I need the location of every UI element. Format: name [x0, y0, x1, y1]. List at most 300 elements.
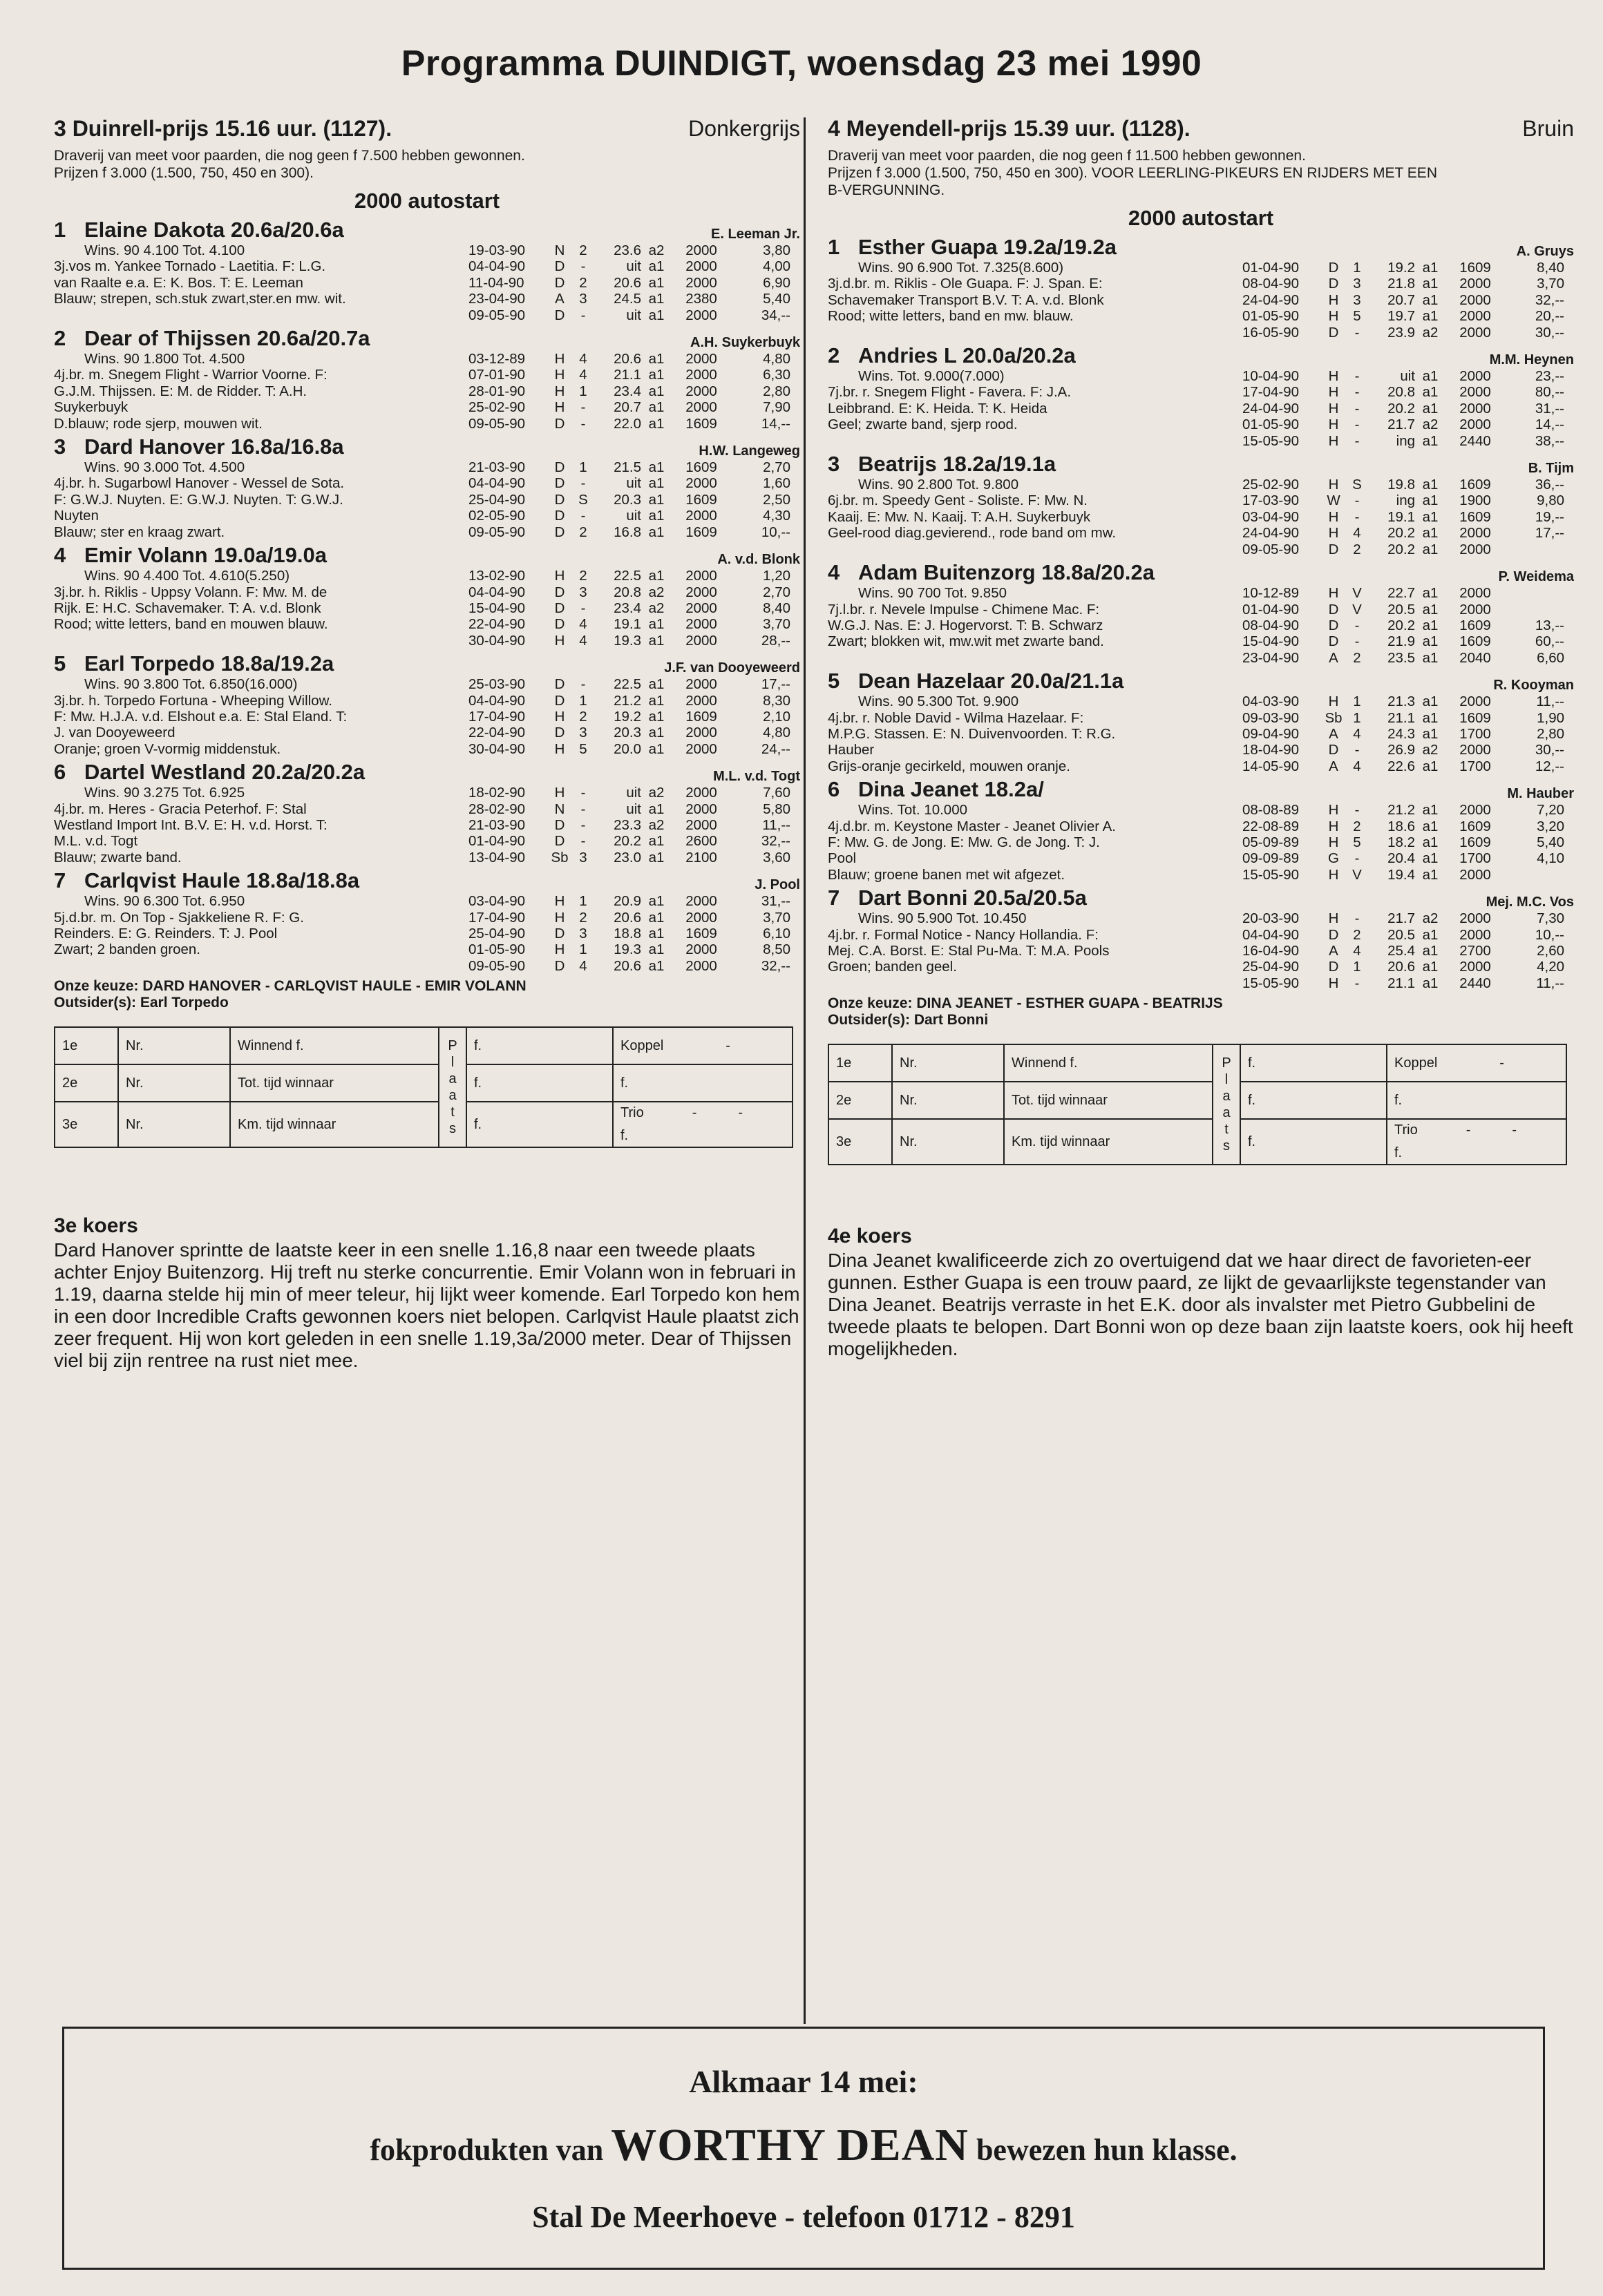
result-cell: 20.7 [1387, 291, 1415, 308]
horse-line: Grijs-oranje gecirkeld, mouwen oranje. [828, 758, 1070, 774]
label-cell: Tot. tijd winnaar [1004, 1082, 1213, 1119]
result-cell: 15-05-90 [1242, 866, 1300, 883]
trio-dash: - [692, 1105, 697, 1121]
result-cell: D [554, 491, 565, 508]
result-cell: 3 [1353, 276, 1361, 292]
result-cell: a1 [1422, 866, 1439, 883]
label-cell: Tot. tijd winnaar [230, 1064, 439, 1102]
horse-line: Reinders. E: G. Reinders. T: J. Pool [54, 926, 278, 941]
horse-header [54, 326, 800, 351]
result-cell: 2 [579, 708, 587, 725]
result-cell: D [554, 816, 565, 833]
result-cell: a1 [648, 909, 665, 926]
result-cell: 20.3 [614, 491, 641, 508]
horse-name [828, 343, 1076, 368]
race-comment [828, 1225, 1574, 1360]
result-cell: uit [626, 475, 641, 492]
result-cell: - [580, 785, 586, 801]
horse-results [468, 242, 800, 323]
result-cell: 2,80 [1537, 725, 1564, 742]
horse-entry [828, 777, 1574, 883]
result-cell: 4 [1353, 725, 1361, 742]
result-cell: 1609 [1459, 834, 1491, 850]
result-cell: Sb [551, 849, 569, 865]
result-cell: 19.8 [1387, 477, 1415, 493]
plaats-cell [1213, 1044, 1240, 1165]
horse-name-text: Dear of Thijssen 20.6a/20.7a [84, 326, 370, 351]
result-cell: 2000 [1459, 802, 1491, 819]
horse-trainer: P. Weidema [1498, 569, 1574, 585]
result-cell: H [1328, 834, 1339, 850]
result-cell: 20.9 [614, 893, 641, 910]
result-cell: 09-05-90 [468, 415, 526, 432]
horse-number: 3 [828, 452, 840, 477]
result-row [1242, 633, 1574, 649]
result-cell: 2440 [1459, 432, 1491, 449]
result-cell: H [1328, 308, 1339, 325]
result-cell: - [1354, 432, 1360, 449]
result-cell: 4,10 [1537, 850, 1564, 867]
result-cell: 1 [579, 941, 587, 958]
result-cell: D [1328, 959, 1339, 975]
result-cell: uit [1400, 368, 1415, 385]
horse-line: Pool [828, 850, 857, 867]
result-cell: 2000 [1459, 541, 1491, 557]
horse-line: 4j.d.br. m. Keystone Master - Jeanet Olivier A. [828, 818, 1117, 834]
result-cell: a1 [648, 274, 665, 291]
result-row [1242, 802, 1574, 818]
result-cell: 2000 [685, 351, 717, 367]
result-cell: 09-05-90 [468, 307, 526, 323]
result-cell: - [580, 475, 586, 492]
result-cell: 09-05-90 [468, 524, 526, 540]
result-cell: - [1354, 368, 1360, 385]
result-cell: 4 [579, 957, 587, 974]
result-cell: 21.3 [1387, 693, 1415, 710]
result-row [468, 941, 800, 957]
result-cell: 2000 [1459, 324, 1491, 341]
horse-line: Westland Import Int. B.V. E: H. v.d. Horst. T: [54, 816, 328, 833]
result-cell: 6,10 [763, 926, 790, 941]
trio-dash: - [738, 1105, 743, 1121]
horse-body [54, 351, 800, 432]
result-cell: 1609 [1459, 260, 1491, 276]
nr-cell: Nr. [118, 1027, 230, 1064]
horse-entry [54, 543, 800, 649]
our-pick: Onze keuze: DINA JEANET - ESTHER GUAPA - BEATRIJS [828, 995, 1223, 1012]
plaats-cell [439, 1027, 466, 1147]
comment-text: Dina Jeanet kwalificeerde zich zo overtuigend dat we haar direct de favorieten-eer gunnen. Esther Guapa is een trouw paard, ze lijkt de gevaarlijkste tegenstander van Dina Jeanet. Beatrijs verraste in het E.K. door als invalster met Pietro Gubbelini de tweede plaats te belopen. Dart Bonni won op deze baan zijn laatste koers, ook hij heeft mogelijkheden. [828, 1250, 1573, 1360]
nr-cell: Nr. [118, 1102, 230, 1147]
result-cell: 1 [1353, 959, 1361, 975]
result-cell: 16-04-90 [1242, 943, 1300, 959]
label-cell: Winnend f. [230, 1027, 439, 1064]
result-cell: 8,40 [763, 600, 790, 616]
result-row [468, 351, 800, 367]
result-row [468, 676, 800, 692]
result-cell: 5,40 [763, 291, 790, 307]
horse-description [54, 676, 468, 757]
horse-name [828, 669, 1123, 693]
result-cell: 17,-- [1535, 525, 1564, 542]
result-cell: 17-03-90 [1242, 492, 1300, 509]
result-row [468, 833, 800, 849]
horse-header [828, 886, 1574, 910]
result-cell: 1609 [685, 524, 717, 540]
horse-line: Kaaij. E: Mw. N. Kaaij. T: A.H. Suykerbuyk [828, 508, 1091, 525]
result-cell: 1700 [1459, 758, 1491, 774]
horse-line: Geel; zwarte band, sjerp rood. [828, 417, 1018, 433]
result-cell: 23-04-90 [1242, 649, 1300, 666]
race-color: Bruin [1522, 116, 1574, 141]
result-row [468, 910, 800, 926]
result-cell: 2000 [685, 475, 717, 492]
result-cell: V [1352, 585, 1362, 602]
comment-title: 3e koers [54, 1214, 138, 1238]
result-cell: 1 [579, 383, 587, 399]
result-cell: 2000 [685, 383, 717, 399]
result-cell: 24.5 [614, 291, 641, 307]
condition-line: Prijzen f 3.000 (1.500, 750, 450 en 300). VOOR LEERLING-PIKEURS EN RIJDERS MET EEN [828, 165, 1437, 181]
result-cell: 2440 [1459, 975, 1491, 991]
result-cell: A [1329, 725, 1338, 742]
result-cell: 04-04-90 [1242, 926, 1300, 943]
result-cell: - [580, 508, 586, 524]
horse-line: 3j.br. h. Torpedo Fortuna - Wheeping Willow. [54, 692, 332, 709]
result-cell: 2000 [685, 242, 717, 258]
horse-results [1242, 585, 1574, 666]
result-cell: 19.2 [1387, 260, 1415, 276]
result-cell: 22-04-90 [468, 616, 526, 633]
trio-label-text: Trio [620, 1105, 644, 1121]
result-cell: a1 [648, 725, 665, 741]
result-cell: - [580, 415, 586, 432]
result-cell: a1 [648, 508, 665, 524]
horse-line: Wins. 90 5.900 Tot. 10.450 [858, 910, 1027, 927]
result-cell: 20.2 [614, 833, 641, 850]
result-cell: 5 [1353, 308, 1361, 325]
result-row [468, 568, 800, 584]
result-cell: 11,-- [1536, 693, 1564, 710]
result-cell: 24-04-90 [1242, 400, 1300, 417]
horse-header [54, 651, 800, 676]
result-cell: D [554, 616, 565, 633]
amount-cell: f. [466, 1027, 613, 1064]
result-cell: 11,-- [762, 816, 790, 833]
result-cell: 2040 [1459, 649, 1491, 666]
horse-results [1242, 477, 1574, 557]
result-cell: D [1328, 260, 1339, 276]
horse-body [828, 585, 1574, 666]
result-cell: 05-09-89 [1242, 834, 1300, 850]
result-cell: D [554, 957, 565, 974]
result-cell: N [554, 242, 565, 258]
horse-number: 2 [828, 343, 840, 368]
plaats-letter: l [450, 1055, 455, 1071]
result-cell: 19.1 [614, 616, 641, 633]
race-conditions [54, 147, 800, 182]
result-cell: a1 [648, 616, 665, 633]
horse-trainer: Mej. M.C. Vos [1486, 895, 1574, 910]
koppel-dash: - [725, 1037, 730, 1053]
horse-entry [54, 218, 800, 323]
result-cell: 08-04-90 [1242, 276, 1300, 292]
result-cell: - [580, 833, 586, 850]
result-cell: 23.6 [614, 242, 641, 258]
result-cell: 25-02-90 [468, 399, 526, 416]
place-cell: 2e [55, 1064, 118, 1102]
result-cell: a1 [648, 399, 665, 416]
race-color: Donkergrijs [688, 116, 800, 141]
condition-line: Prijzen f 3.000 (1.500, 750, 450 en 300). [54, 165, 314, 181]
result-row [468, 785, 800, 801]
result-cell: 2000 [685, 274, 717, 291]
result-row [468, 926, 800, 941]
result-cell: 20.7 [614, 399, 641, 416]
result-cell: a1 [1422, 492, 1439, 509]
result-cell: 1609 [685, 459, 717, 476]
result-cell: 2000 [1459, 291, 1491, 308]
result-cell: 04-04-90 [468, 475, 526, 492]
horse-number: 1 [828, 235, 840, 259]
result-cell: 21.2 [614, 692, 641, 709]
horse-line: D.blauw; rode sjerp, mouwen wit. [54, 415, 263, 432]
result-cell: 3,80 [763, 242, 790, 258]
result-cell: 21.1 [1387, 975, 1415, 991]
result-cell: 08-08-89 [1242, 802, 1300, 819]
result-cell: 2000 [1459, 276, 1491, 292]
result-cell: 21.5 [614, 459, 641, 476]
result-table-row [55, 1102, 793, 1147]
result-cell: 21.1 [1387, 709, 1415, 726]
result-cell: a1 [1422, 291, 1439, 308]
result-cell: 9,80 [1537, 492, 1564, 509]
result-cell: 5 [1353, 834, 1361, 850]
result-cell: 2000 [1459, 368, 1491, 385]
result-cell: 20.3 [614, 725, 641, 741]
result-row [1242, 276, 1574, 291]
result-cell: 3 [579, 725, 587, 741]
horse-description [54, 459, 468, 540]
result-cell: a1 [1422, 601, 1439, 618]
result-cell: a1 [648, 367, 665, 383]
result-cell: a2 [648, 242, 665, 258]
result-cell: 4 [579, 367, 587, 383]
result-cell: - [580, 801, 586, 817]
horse-line: Blauw; ster en kraag zwart. [54, 524, 225, 540]
result-cell: 23,-- [1535, 368, 1564, 385]
trio-label [1394, 1122, 1559, 1138]
horse-description [828, 910, 1242, 991]
horse-number: 2 [54, 326, 66, 351]
result-cell: 13,-- [1535, 617, 1564, 633]
result-cell: 2,50 [763, 491, 790, 508]
result-row [1242, 492, 1574, 508]
horse-description [54, 351, 468, 432]
result-cell: 3 [579, 584, 587, 600]
result-cell: 16-05-90 [1242, 324, 1300, 341]
horse-line: Mej. C.A. Borst. E: Stal Pu-Ma. T: M.A. Pools [828, 943, 1110, 959]
result-cell: 2000 [685, 785, 717, 801]
result-cell: H [554, 941, 565, 958]
horse-header [54, 543, 800, 568]
result-cell: 15-04-90 [1242, 633, 1300, 650]
result-cell: 14-05-90 [1242, 758, 1300, 774]
page-title: Programma DUINDIGT, woensdag 23 mei 1990 [401, 44, 1202, 84]
place-cell: 1e [828, 1044, 892, 1082]
result-cell: 2 [579, 909, 587, 926]
result-cell: 2000 [685, 632, 717, 649]
result-cell: a1 [1422, 260, 1439, 276]
result-cell: 14,-- [761, 415, 790, 432]
result-cell: 2000 [685, 600, 717, 616]
horse-name [54, 434, 344, 459]
result-cell: 1700 [1459, 850, 1491, 867]
result-cell: 3,20 [1537, 818, 1564, 834]
result-cell: 1 [1353, 693, 1361, 710]
horse-description [54, 242, 468, 323]
result-cell: a1 [648, 740, 665, 757]
ad-line-1: Alkmaar 14 mei: [689, 2064, 918, 2099]
result-cell: 04-04-90 [468, 258, 526, 275]
result-cell: 2000 [1459, 910, 1491, 927]
horse-line: F: Mw. H.J.A. v.d. Elshout e.a. E: Stal Eland. T: [54, 708, 348, 725]
horse-line: Wins. Tot. 9.000(7.000) [858, 368, 1005, 385]
result-row [1242, 726, 1574, 742]
horse-line: M.P.G. Stassen. E: N. Duivenvoorden. T: R.G. [828, 725, 1116, 742]
horse-number: 5 [828, 669, 840, 693]
result-cell: 2380 [685, 291, 717, 307]
result-cell: 2 [1353, 541, 1361, 557]
result-cell: 04-04-90 [468, 692, 526, 709]
result-cell: 1609 [1459, 477, 1491, 493]
result-cell [1505, 867, 1564, 883]
horse-results [468, 676, 800, 757]
result-cell: 20-03-90 [1242, 910, 1300, 927]
horse-name-text: Andries L 20.0a/20.2a [858, 343, 1076, 368]
horse-entry [54, 868, 800, 974]
amount-cell: f. [1240, 1044, 1387, 1082]
result-cell: a2 [648, 785, 665, 801]
result-cell: 2 [1353, 649, 1361, 666]
result-cell: 25-02-90 [1242, 477, 1300, 493]
result-cell: a1 [1422, 818, 1439, 834]
place-cell: 3e [828, 1119, 892, 1165]
result-cell: a1 [1422, 693, 1439, 710]
horse-line: Wins. 90 3.800 Tot. 6.850(16.000) [84, 676, 298, 693]
result-cell: 03-04-90 [468, 893, 526, 910]
result-row [1242, 602, 1574, 618]
result-row [1242, 433, 1574, 449]
result-row [468, 801, 800, 817]
result-cell: 7,30 [1537, 910, 1564, 927]
result-cell: H [554, 785, 565, 801]
condition-line: Draverij van meet voor paarden, die nog geen f 7.500 hebben gewonnen. [54, 148, 525, 164]
horse-entry [828, 886, 1574, 991]
result-cell: 2000 [1459, 417, 1491, 433]
koppel-amount: f. [1387, 1082, 1566, 1119]
result-cell: 2000 [1459, 742, 1491, 758]
horse-body [54, 893, 800, 974]
result-cell: a1 [1422, 758, 1439, 774]
horse-number: 6 [54, 760, 66, 785]
result-cell: a1 [648, 833, 665, 850]
result-cell: 2000 [1459, 693, 1491, 710]
result-cell: 2,10 [763, 708, 790, 725]
result-row [468, 492, 800, 508]
result-cell: 7,60 [763, 785, 790, 801]
result-cell: 30,-- [1535, 324, 1564, 341]
result-cell: A [555, 291, 565, 307]
result-cell: 1609 [1459, 633, 1491, 650]
result-row [1242, 742, 1574, 758]
result-cell: 23.3 [614, 816, 641, 833]
result-cell: - [1354, 508, 1360, 525]
horse-trainer: R. Kooyman [1493, 678, 1574, 693]
horse-entry [54, 651, 800, 757]
result-cell: D [1328, 324, 1339, 341]
nr-cell: Nr. [892, 1044, 1004, 1082]
result-cell: 2000 [685, 568, 717, 584]
result-cell: 20.5 [1387, 601, 1415, 618]
result-cell: 2000 [685, 399, 717, 416]
horse-name [54, 868, 359, 893]
horse-name-text: Emir Volann 19.0a/19.0a [84, 543, 327, 568]
race-heading [54, 116, 800, 142]
horse-name-text: Dina Jeanet 18.2a/ [858, 777, 1044, 802]
result-cell: a1 [1422, 308, 1439, 325]
label-cell: Km. tijd winnaar [230, 1102, 439, 1147]
result-cell: 18-04-90 [1242, 742, 1300, 758]
result-cell: 1609 [685, 926, 717, 941]
amount-cell: f. [466, 1064, 613, 1102]
horse-results [1242, 693, 1574, 774]
result-cell: 23.9 [1387, 324, 1415, 341]
result-cell: D [554, 508, 565, 524]
result-cell: 21-03-90 [468, 816, 526, 833]
horse-body [828, 693, 1574, 774]
place-cell: 2e [828, 1082, 892, 1119]
result-cell: H [1328, 818, 1339, 834]
result-row [468, 475, 800, 491]
result-cell: 20.6 [1387, 959, 1415, 975]
horse-line: 7j.br. r. Snegem Flight - Favera. F: J.A. [828, 384, 1072, 401]
plaats-letter: P [448, 1038, 457, 1054]
result-cell: 09-03-90 [1242, 709, 1300, 726]
result-cell: D [1328, 601, 1339, 618]
horse-number: 7 [828, 886, 840, 910]
result-cell: Sb [1325, 709, 1343, 726]
horse-name-text: Esther Guapa 19.2a/19.2a [858, 235, 1117, 259]
result-cell: - [1354, 417, 1360, 433]
trio-cell [1387, 1119, 1566, 1165]
result-cell: a1 [648, 957, 665, 974]
horse-line: J. van Dooyeweerd [54, 725, 176, 741]
horse-line: 4j.br. m. Heres - Gracia Peterhof. F: Stal [54, 801, 307, 817]
horse-line: Wins. 90 1.800 Tot. 4.500 [84, 351, 245, 367]
result-cell: 20.0 [614, 740, 641, 757]
horse-results [1242, 368, 1574, 449]
trio-cell [613, 1102, 793, 1147]
horse-line: M.L. v.d. Togt [54, 833, 138, 850]
place-cell: 3e [55, 1102, 118, 1147]
race-heading [828, 116, 1574, 142]
race-distance: 2000 autostart [354, 189, 500, 213]
horse-line: Rood; witte letters, band en mw. blauw. [828, 308, 1074, 325]
result-row [1242, 943, 1574, 959]
koppel-cell [613, 1027, 793, 1064]
horse-description [54, 893, 468, 974]
